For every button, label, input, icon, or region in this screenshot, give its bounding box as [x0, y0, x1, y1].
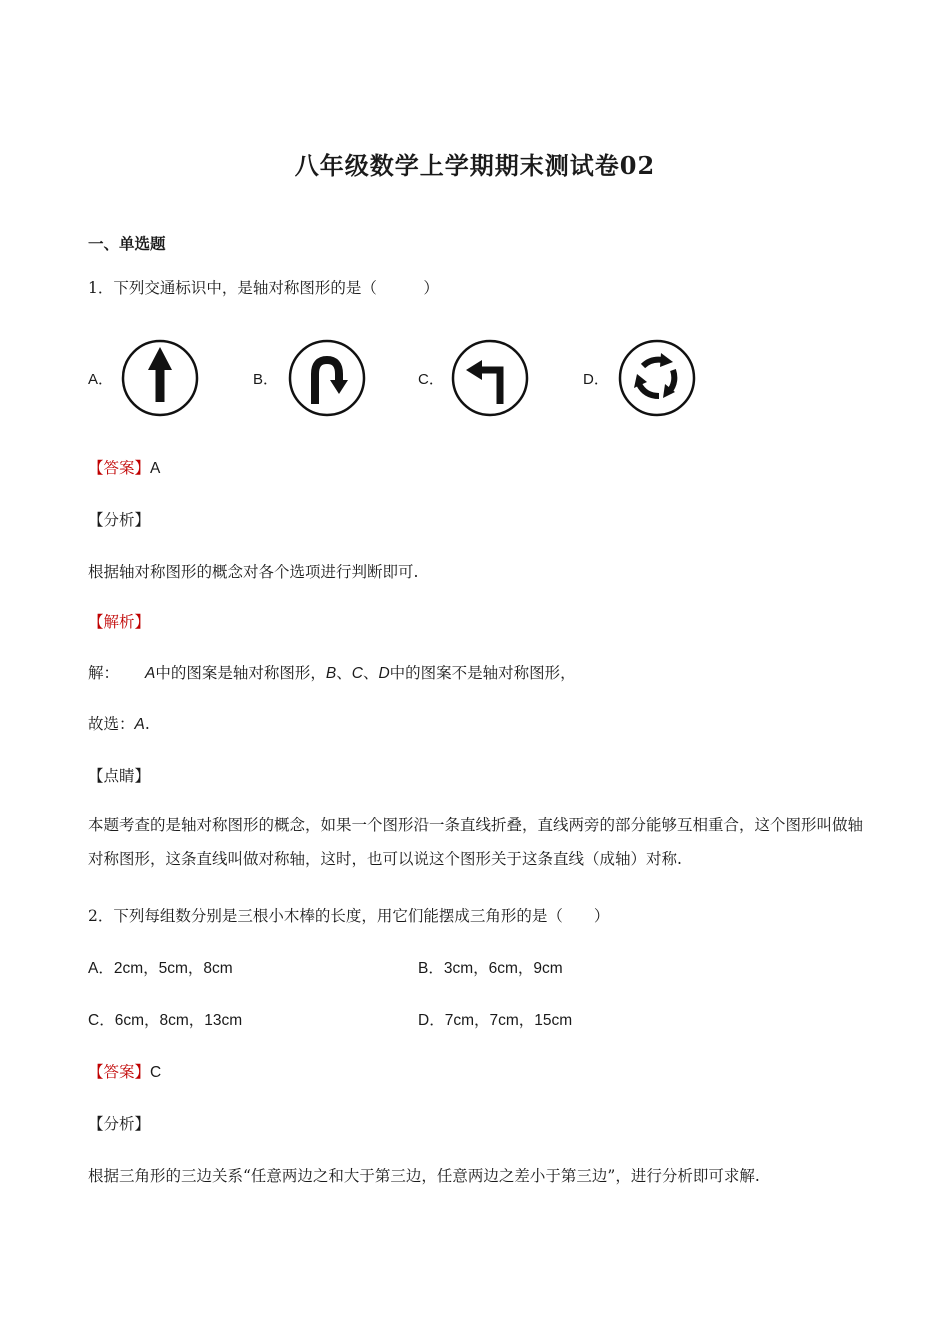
option-label: C．: [418, 371, 444, 388]
conclusion-end: .: [144, 715, 150, 733]
solution-text-2: 中的图案不是轴对称图形，: [389, 664, 576, 682]
answer-value: A: [150, 460, 161, 477]
q2-option-b: B．3cm，6cm，9cm: [418, 960, 563, 977]
conclusion-prefix: 故选：: [88, 715, 135, 733]
q1-conclusion: [88, 712, 150, 734]
q1-solution: [88, 661, 576, 683]
option-label: D．: [583, 371, 609, 388]
left-turn-sign-icon: [448, 334, 532, 422]
straight-arrow-sign-icon: [118, 334, 202, 422]
solution-letter-d: D: [378, 665, 390, 682]
solution-letter-a: A: [145, 665, 156, 682]
answer-value: C: [150, 1064, 162, 1081]
roundabout-sign-icon: [615, 334, 699, 422]
option-label: B．: [253, 371, 279, 388]
q2-option-c: C．6cm，8cm，13cm: [88, 1012, 243, 1029]
q1-analysis-tag: 【分析】: [88, 511, 151, 529]
q1-comment: 本题考查的是轴对称图形的概念，如果一个图形沿一条直线折叠，直线两旁的部分能够互相重合，这个图形叫做轴对称图形，这条直线叫做对称轴，这时，也可以说这个图形关于这条直线（成轴）对称.: [88, 816, 864, 868]
q1-comment-tag: 【点睛】: [88, 767, 151, 785]
option-label: A．: [88, 371, 114, 388]
section-heading: 一、单选题: [88, 234, 166, 253]
solution-separator: 、: [336, 664, 352, 682]
conclusion-letter: A: [134, 716, 145, 733]
page-title: 八年级数学上学期期末测试卷02: [294, 151, 656, 180]
q2-option-a: A．2cm，5cm，8cm: [88, 960, 233, 977]
solution-letter-c: C: [351, 665, 363, 682]
q2-analysis-tag: 【分析】: [88, 1115, 151, 1133]
q1-answer-line: [88, 456, 160, 478]
solution-separator: 、: [362, 664, 379, 682]
q2-answer-line: [88, 1060, 161, 1082]
q2-stem: 2．下列每组数分别是三根小木棒的长度，用它们能摆成三角形的是（ ）: [88, 907, 610, 925]
answer-tag: 【答案】: [88, 459, 151, 477]
solution-text-1: 中的图案是轴对称图形，: [155, 664, 326, 682]
q1-options: [88, 334, 708, 424]
solution-prefix: 解：: [88, 664, 120, 682]
q2-option-d: D．7cm，7cm，15cm: [418, 1012, 573, 1029]
q1-analysis: 根据轴对称图形的概念对各个选项进行判断即可.: [88, 563, 419, 581]
q1-stem: 1．下列交通标识中，是轴对称图形的是（ ）: [88, 279, 439, 297]
solution-letter-b: B: [325, 665, 337, 682]
q2-analysis: 根据三角形的三边关系“任意两边之和大于第三边，任意两边之差小于第三边”，进行分析即可求解.: [88, 1167, 760, 1185]
answer-tag: 【答案】: [88, 1063, 151, 1081]
q1-solution-tag: 【解析】: [88, 613, 151, 631]
u-turn-sign-icon: [285, 334, 369, 422]
